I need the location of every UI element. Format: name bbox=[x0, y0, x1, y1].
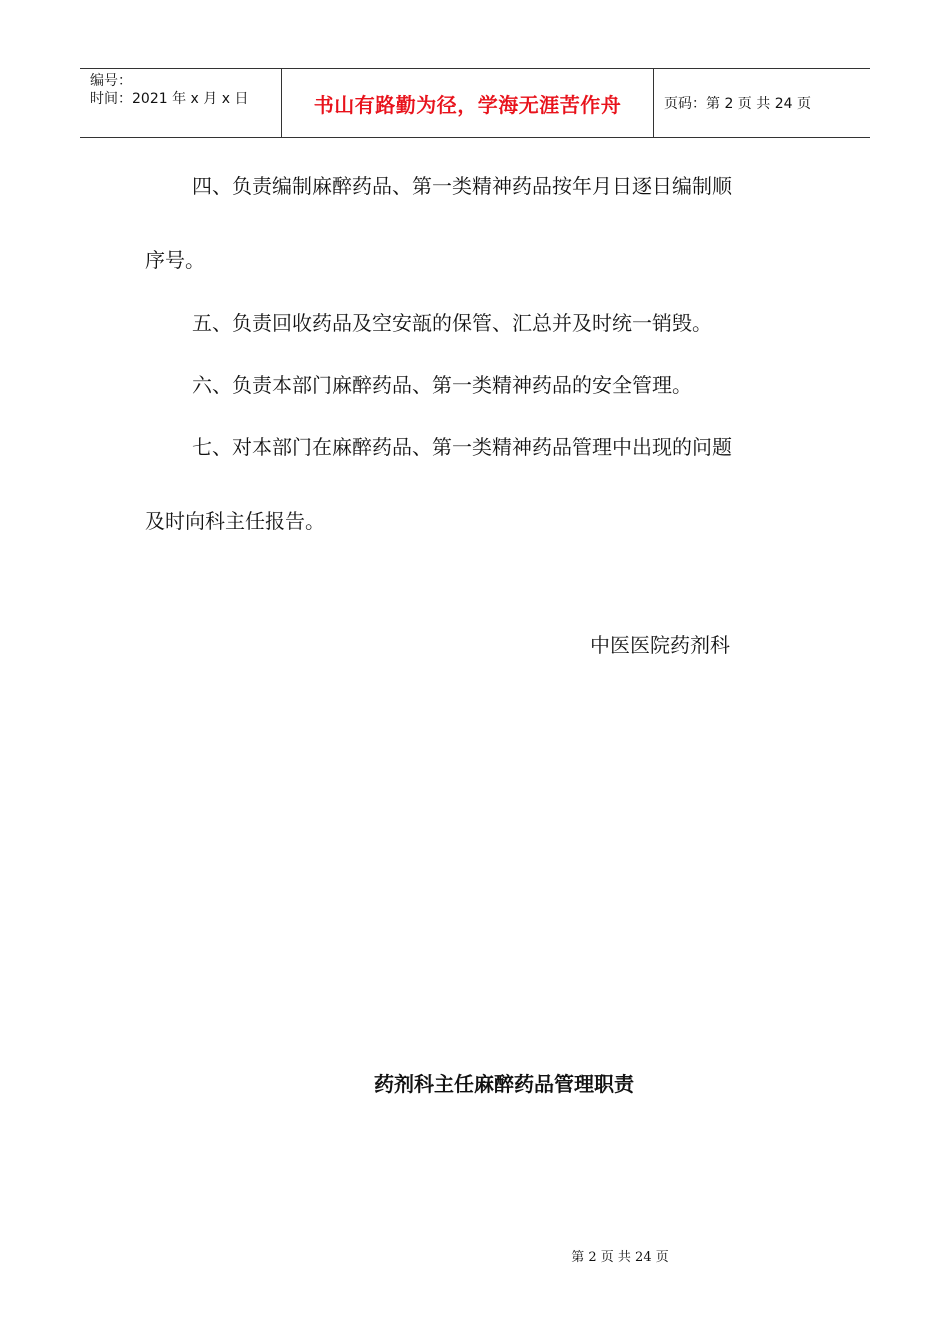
header-page-cell bbox=[654, 69, 870, 137]
paragraph-item-4-continued: 序号。 bbox=[145, 248, 205, 272]
header-motto-cell bbox=[282, 69, 654, 137]
paragraph-item-7-continued: 及时向科主任报告。 bbox=[145, 509, 325, 533]
serial-number-label: 编号： bbox=[90, 73, 132, 89]
paragraph-item-7: 七、对本部门在麻醉药品、第一类精神药品管理中出现的问题 bbox=[192, 435, 732, 459]
header-page-info: 页码：第 2 页 共 24 页 bbox=[664, 96, 811, 112]
signature-department: 中医医院药剂科 bbox=[590, 633, 730, 657]
page-footer: 第 2 页 共 24 页 bbox=[571, 1250, 669, 1265]
date-label: 时间：2021 年 x 月 x 日 bbox=[90, 91, 249, 107]
paragraph-item-4: 四、负责编制麻醉药品、第一类精神药品按年月日逐日编制顺 bbox=[192, 174, 732, 198]
paragraph-item-5: 五、负责回收药品及空安瓿的保管、汇总并及时统一销毁。 bbox=[192, 311, 712, 335]
section-title: 药剂科主任麻醉药品管理职责 bbox=[374, 1072, 634, 1096]
header-meta-cell bbox=[80, 69, 282, 137]
paragraph-item-6: 六、负责本部门麻醉药品、第一类精神药品的安全管理。 bbox=[192, 373, 692, 397]
page-header bbox=[80, 68, 870, 138]
header-motto: 书山有路勤为径，学海无涯苦作舟 bbox=[313, 92, 622, 117]
